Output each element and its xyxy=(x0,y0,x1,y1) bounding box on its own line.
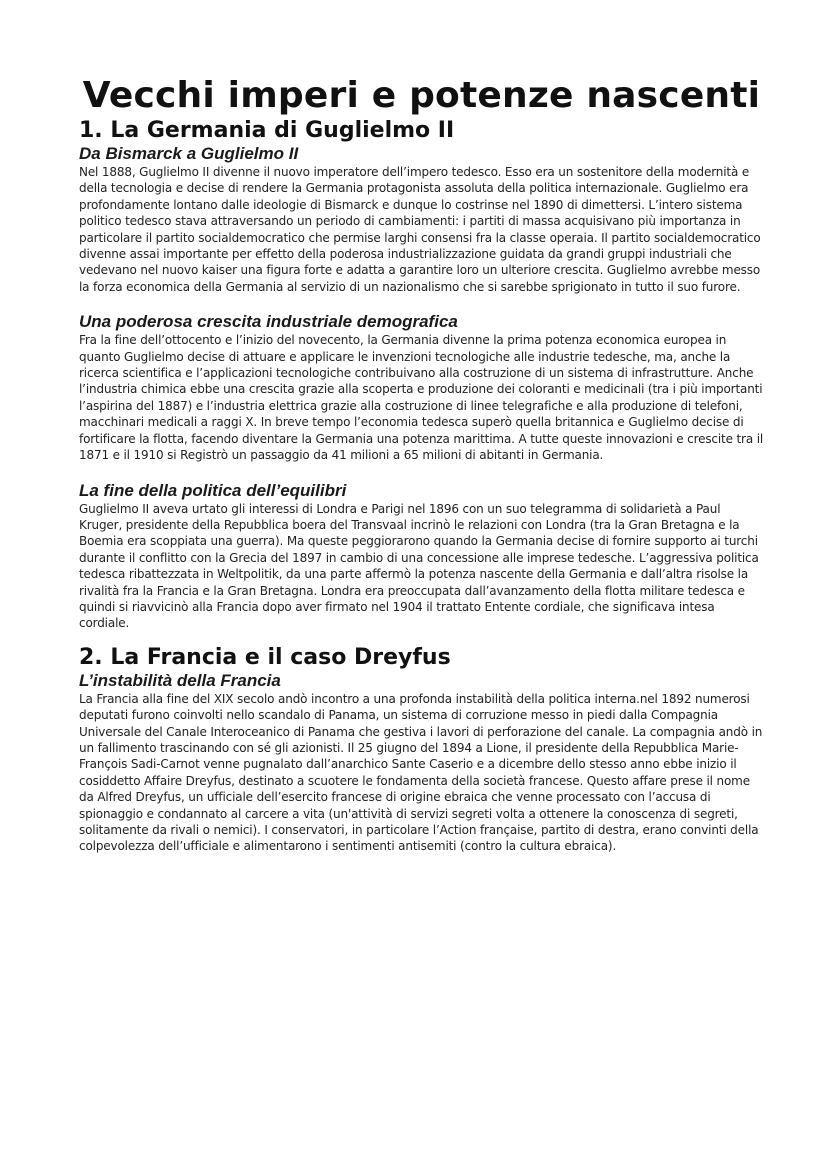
chapter-heading: 1. La Germania di Guglielmo II xyxy=(79,118,455,143)
section-2-1 xyxy=(79,671,764,855)
section-heading: Una poderosa crescita industriale demografica xyxy=(79,312,458,332)
section-heading: Da Bismarck a Guglielmo II xyxy=(79,144,299,163)
chapter-2 xyxy=(79,645,764,855)
section-1-2 xyxy=(79,312,764,463)
section-1-3 xyxy=(79,481,764,632)
section-paragraph: La Francia alla fine del XIX secolo andò incontro a una profonda instabilità della politica interna.nel 1892 numerosi deputati furono coinvolti nello scandalo di Panama, un sistema di corruzione messo in piedi dalla Compagnia Universale del Canale Interoceanico di Panama che gestiva i lavori di perforazione del canale. La compagnia andò in un fallimento trascinando con sé gli azionisti. Il 25 giugno del 1894 a Lione, il presidente della Repubblica Marie-François Sadi-Carnot venne pugnalato dall’anarchico Sante Caserio e a dicembre dello stesso anno ebbe inizio il cosiddetto Affaire Dreyfus, destinato a scuotere le fondamenta della società francese. Questo affare prese il nome da Alfred Dreyfus, un ufficiale dell’esercito francese di origine ebraica che venne processato con l’accusa di spionaggio e condannato al carcere a vita (un'attività di servizi segreti volta a ottenere la conoscenza di segreti, solitamente da rivali o nemici). I conservatori, in particolare l’Action française, partito di destra, erano convinti della colpevolezza dell’ufficiale e alimentarono i sentimenti antisemiti (contro la cultura ebraica). xyxy=(79,691,763,854)
chapter-1 xyxy=(79,118,764,632)
section-paragraph: Fra la fine dell’ottocento e l’inizio del novecento, la Germania divenne la prima potenza economica europea in quanto Guglielmo decise di attuare e applicare le invenzioni tecnologiche alle industrie tedesche, ma, anche la ricerca scientifica e l’applicazioni tecnologiche contribuivano alla costruzione di un sistema di infrastrutture. Anche l’industria chimica ebbe una crescita grazie alla scoperta e produzione dei coloranti e medicinali (tra i più importanti l’aspirina del 1887) e l’industria elettrica grazie alla costruzione di linee telegrafiche e alla produzione di telefoni, macchinari medicali a raggi X. In breve tempo l’economia tedesca superò quella britannica e Guglielmo decise di fortificare la flotta, facendo diventare la Germania una potenza marittima. A tutte queste innovazioni e crescite tra il 1871 e il 1910 si Registrò un passaggio da 41 milioni a 65 milioni di abitanti in Germania. xyxy=(79,333,764,463)
spacer xyxy=(79,295,764,312)
spacer xyxy=(79,632,764,645)
chapter-heading: 2. La Francia e il caso Dreyfus xyxy=(79,644,451,670)
spacer xyxy=(79,464,764,481)
section-1-1 xyxy=(79,144,764,295)
document-title: Vecchi imperi e potenze nascenti xyxy=(82,75,761,116)
section-heading: La fine della politica dell’equilibri xyxy=(79,480,347,500)
section-paragraph: Nel 1888, Guglielmo II divenne il nuovo imperatore dell’impero tedesco. Esso era un sostenitore della modernità e della tecnologia e decise di rendere la Germania protagonista assoluta della politica internazionale. Guglielmo era profondamente lontano dalle ideologie di Bismarck e dunque lo costrinse nel 1890 di dimettersi. L’intero sistema politico tedesco stava attraversando un periodo di cambiamenti: i partiti di massa acquisivano più importanza in particolare il partito socialdemocratico che permise larghi consensi fra la classe operaia. Il partito socialdemocratico divenne assai importante per effetto della poderosa industrializzazione guidata da grandi gruppi industriali che vedevano nel nuovo kaiser una figura forte e adatta a garantire loro un ulteriore crescita. Guglielmo avrebbe messo la forza economica della Germania al servizio di un nazionalismo che si sarebbe sprigionato in tutto il suo furore. xyxy=(79,165,761,294)
section-heading: L’instabilità della Francia xyxy=(79,670,281,690)
section-paragraph: Guglielmo II aveva urtato gli interessi di Londra e Parigi nel 1896 con un suo telegramma di solidarietà a Paul Kruger, presidente della Repubblica boera del Transvaal incrinò le relazioni con Londra (tra la Gran Bretagna e la Boemia era scoppiata una guerra). Ma queste peggiorarono quando la Germania decise di fornire supporto ai turchi durante il conflitto con la Grecia del 1897 in cambio di una concessione alle imprese tedesche. L’aggressiva politica tedesca ribattezzata in Weltpolitik, da una parte affermò la potenza nascente della Germania e dall’altra risolse la rivalità fra la Francia e la Gran Bretagna. Londra era preoccupata dall’avanzamento della flotta militare tedesca e quindi si riavvicinò alla Francia dopo aver firmato nel 1904 il trattato Entente cordiale, che significava intesa cordiale. xyxy=(79,501,759,631)
